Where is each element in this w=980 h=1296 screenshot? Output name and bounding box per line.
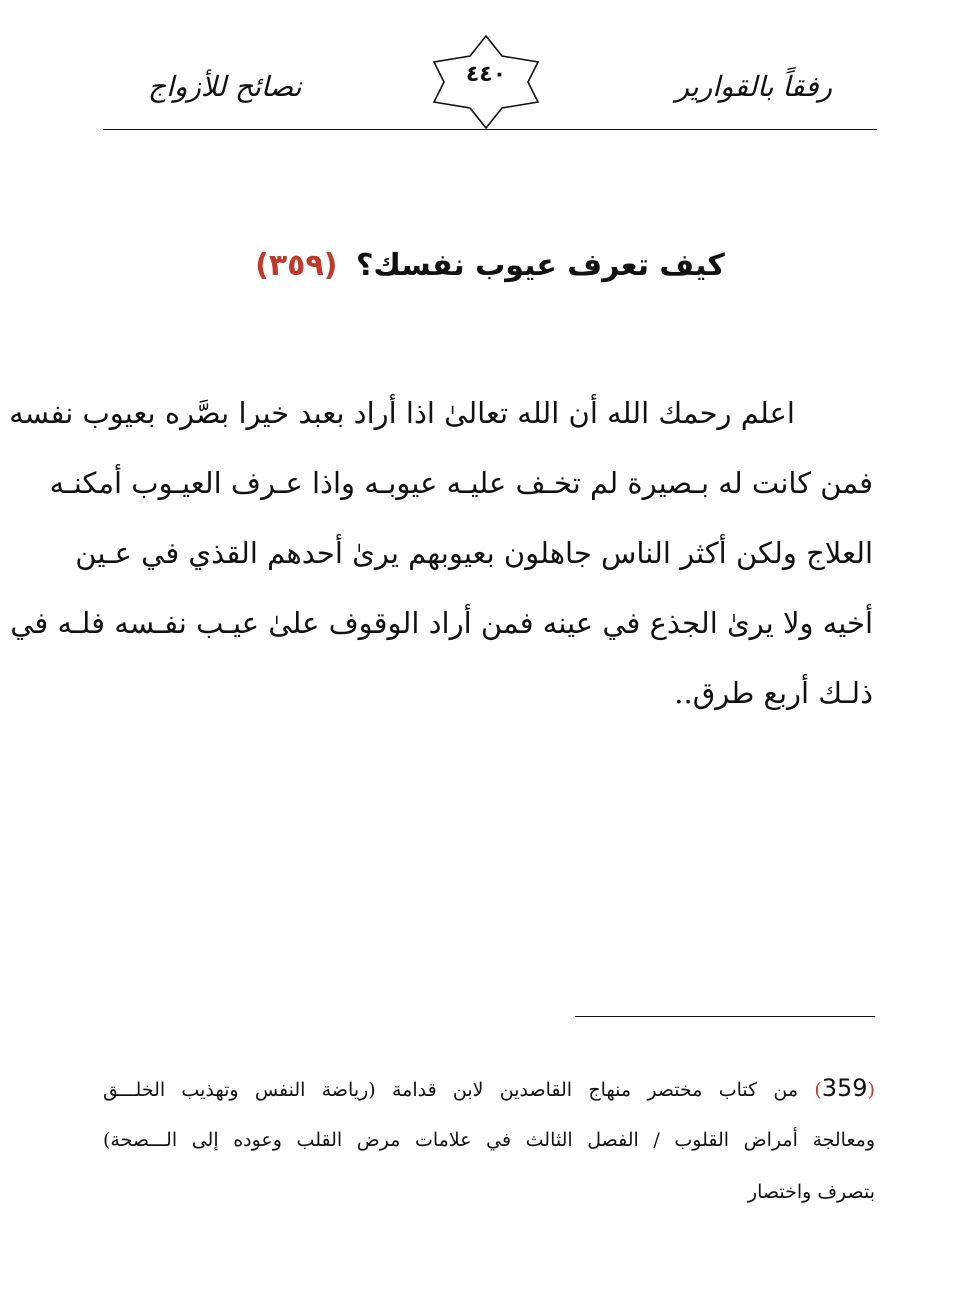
section-title-text: كيف تعرف عيوب نفسك؟ — [355, 248, 725, 283]
footnote-divider — [575, 1016, 875, 1017]
footnote — [103, 1062, 875, 1218]
footnote-text: من كتاب مختصر منهاج القاصدين لابن قدامة (رياضة النفس وتهذيب الخلـــق — [103, 1079, 799, 1101]
footnote-line: ومعالجة أمراض القلوب / الفصل الثالث في علامات مرض القلب وعوده إلى الـــصحة) — [103, 1129, 875, 1151]
body-paragraph — [9, 378, 873, 728]
footnote-reference[interactable]: (٣٥٩) — [255, 248, 338, 283]
body-line: أخيه ولا يرىٰ الجذع في عينه فمن أراد الوقوف علىٰ عيـب نفـسه فلـه في — [10, 606, 873, 640]
footnote-line — [103, 1062, 875, 1114]
footnote-close-paren: ) — [814, 1079, 822, 1101]
page-number: ٤٤٠ — [465, 61, 507, 87]
section-title — [103, 248, 877, 283]
body-line: ذلـك أربع طرق.. — [674, 676, 873, 710]
page-number-badge — [428, 34, 544, 130]
header-divider — [103, 129, 877, 130]
header-book-title-right: رفقاً بالقوارير — [675, 70, 832, 103]
body-line: اعلم رحمك الله أن الله تعالىٰ اذا أراد بعبد خيرا بصَّره بعيوب نفسه — [9, 396, 795, 430]
footnote-line: بتصرف واختصار — [747, 1181, 875, 1203]
header-book-title-left: نصائح للأزواج — [148, 70, 302, 103]
footnote-open-paren: ( — [867, 1079, 875, 1101]
footnote-number: 359 — [821, 1074, 868, 1102]
body-line: فمن كانت له بـصيرة لم تخـف عليـه عيوبـه واذا عـرف العيـوب أمكنـه — [49, 466, 873, 500]
body-line: العلاج ولكن أكثر الناس جاهلون بعيوبهم يرىٰ أحدهم القذي في عـين — [75, 536, 873, 570]
